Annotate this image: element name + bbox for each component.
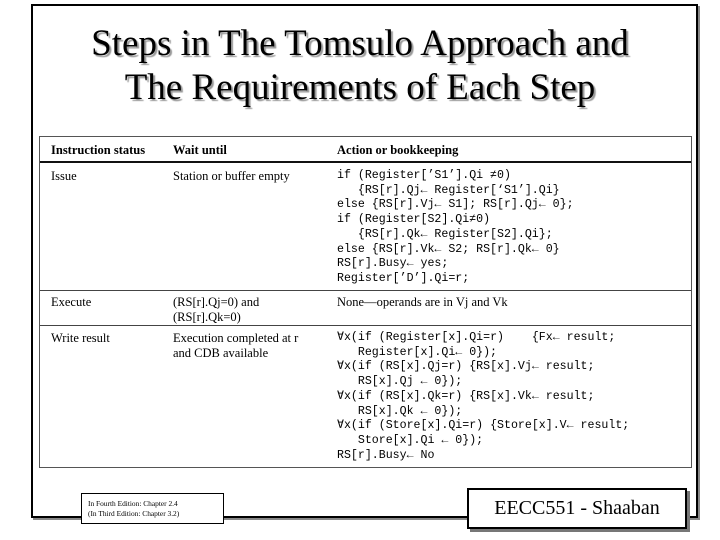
row-write-status: Write result [51,331,110,345]
row-issue-action-line: if (Register[S2].Qi≠0) [337,213,491,227]
footnote-line-1: In Fourth Edition: Chapter 2.4 [88,499,178,508]
row-divider [40,325,691,326]
row-issue-action-line: RS[r].Busy← yes; [337,257,449,271]
row-issue-action-line: Register[’D’].Qi=r; [337,271,470,285]
row-write-action-line: ∀x(if (RS[x].Qk=r) {RS[x].Vk← result; [337,389,595,403]
row-issue-action-line: {RS[r].Qj← Register[‘S1’].Qi} [337,183,560,197]
title-line-1: Steps in The Tomsulo Approach and [91,23,629,64]
row-write-action-line: RS[x].Qk ← 0}); [337,404,463,418]
header-divider [40,161,691,163]
row-execute-status: Execute [51,295,92,309]
row-execute-action: None—operands are in Vj and Vk [337,295,508,309]
row-issue-action-line: else {RS[r].Vj← S1]; RS[r].Qj← 0}; [337,198,574,212]
title-line-2: The Requirements of Each Step [124,67,596,108]
row-write-wait: Execution completed at r [173,331,299,345]
row-write-action-line: RS[x].Qj ← 0}); [337,375,463,389]
row-issue-wait: Station or buffer empty [173,169,290,183]
footnote-line-2: (In Third Edition: Chapter 3.2) [88,509,180,518]
row-write-action-line: Register[x].Qi← 0}); [337,345,498,359]
row-issue-action-line: {RS[r].Qk← Register[S2].Qi}; [337,227,553,241]
course-badge: EECC551 - Shaaban [467,488,687,529]
header-action: Action or bookkeeping [337,143,459,157]
row-write-wait: and CDB available [173,346,269,360]
row-divider [40,290,691,291]
row-issue-action-line: if (Register[’S1’].Qi ≠0) [337,169,511,182]
row-execute-wait: (RS[r].Qk=0) [173,310,241,324]
header-wait-until: Wait until [173,143,227,157]
slide-title [0,22,720,110]
row-write-action-line: ∀x(if (RS[x].Qj=r) {RS[x].Vj← result; [337,360,595,374]
header-instruction-status: Instruction status [51,143,146,157]
edition-footnote [81,493,224,524]
row-write-action-line: Store[x].Qi ← 0}); [337,433,484,447]
row-write-action-line: ∀x(if (Register[x].Qi=r) {Fx← result; [337,331,616,344]
tomasulo-steps-table [39,136,692,468]
row-execute-wait: (RS[r].Qj=0) and [173,295,260,309]
row-write-action-line: ∀x(if (Store[x].Qi=r) {Store[x].V← result; [337,419,630,433]
row-issue-action-line: else {RS[r].Vk← S2; RS[r].Qk← 0} [337,242,560,256]
row-issue-status: Issue [51,169,77,183]
row-write-action-line: RS[r].Busy← No [337,448,435,462]
